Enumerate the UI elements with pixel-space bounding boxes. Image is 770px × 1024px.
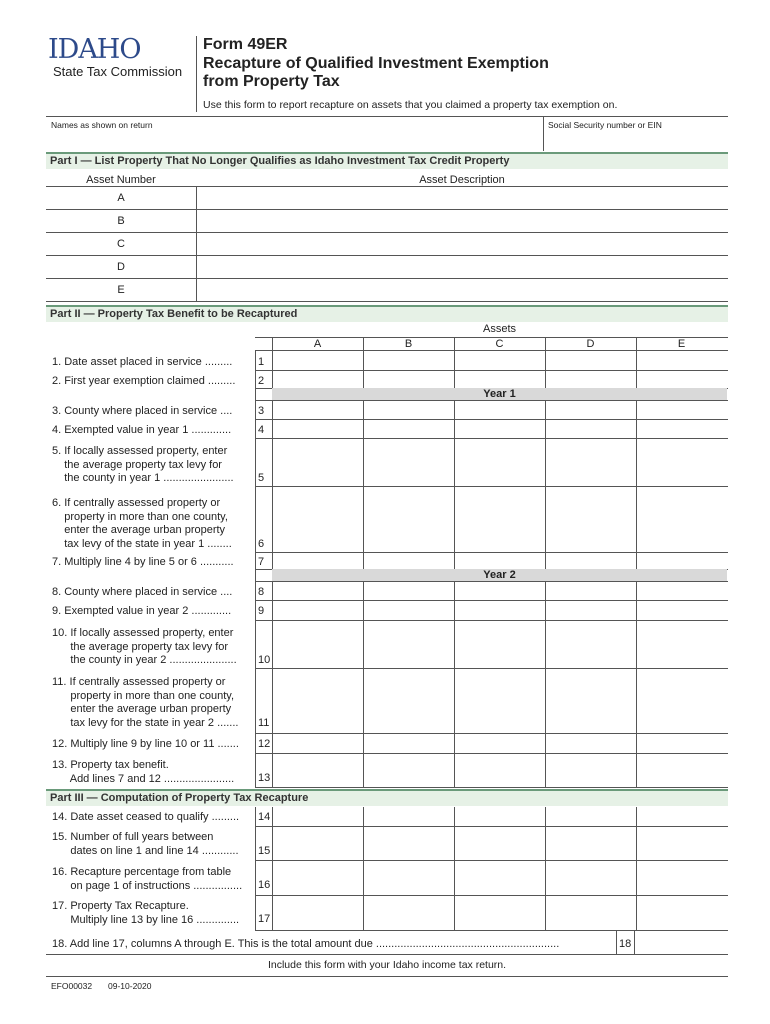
line7-col-b-field[interactable] [364,553,453,568]
asset-row-label: C [117,238,125,250]
line10-col-b-field[interactable] [364,621,453,667]
column-header-b: B [404,338,413,350]
part1-col-divider [196,186,197,301]
part1-rule [46,301,728,302]
line8-col-c-field[interactable] [455,582,544,599]
line8-col-e-field[interactable] [637,582,726,599]
line1-col-b-field[interactable] [364,351,453,369]
line17-col-b-field[interactable] [364,896,453,929]
line3-label: 3. County where placed in service .... [52,405,233,417]
footer-rule [46,976,728,977]
line10-col-e-field[interactable] [637,621,726,667]
line6-col-c-field[interactable] [455,487,544,551]
line-number: 3 [258,405,265,417]
line12-col-b-field[interactable] [364,734,453,752]
line14-col-a-field[interactable] [273,808,362,825]
line7-col-e-field[interactable] [637,553,726,568]
line17-col-c-field[interactable] [455,896,544,929]
line2-col-e-field[interactable] [637,371,726,387]
line11-col-a-field[interactable] [273,669,362,732]
line14-col-b-field[interactable] [364,808,453,825]
line5-col-b-field[interactable] [364,439,453,485]
line13-col-d-field[interactable] [546,754,635,786]
line-number: 2 [258,375,265,387]
form-instructions: Use this form to report recapture on assets that you claimed a property tax exemption on. [203,99,618,111]
line4-col-b-field[interactable] [364,420,453,437]
line11-label: 11. If centrally assessed property or property in more than one county, enter the average urban property tax levy for the state in year 2 ....... [52,676,239,729]
line-number: 15 [258,845,271,857]
line9-col-b-field[interactable] [364,601,453,619]
line-number: 8 [258,586,265,598]
p3-rule [255,930,728,931]
line7-col-d-field[interactable] [546,553,635,568]
form-title-line1: Recapture of Qualified Investment Exemption [203,55,549,72]
line4-label: 4. Exempted value in year 1 ............. [52,424,232,436]
line15-col-d-field[interactable] [546,827,635,859]
line13-label: 13. Property tax benefit. Add lines 7 and 12 ....................... [52,759,235,785]
line16-col-e-field[interactable] [637,861,726,894]
line4-col-d-field[interactable] [546,420,635,437]
line9-col-c-field[interactable] [455,601,544,619]
logo-subtitle: State Tax Commission [53,64,183,79]
line15-col-b-field[interactable] [364,827,453,859]
asset-number-header: Asset Number [86,174,156,186]
line6-col-e-field[interactable] [637,487,726,551]
line5-col-e-field[interactable] [637,439,726,485]
line7-col-a-field[interactable] [273,553,362,568]
line-number: 7 [258,556,265,568]
line6-col-d-field[interactable] [546,487,635,551]
part1-rule [46,278,728,279]
line10-col-d-field[interactable] [546,621,635,667]
names-label: Names as shown on return [51,120,153,130]
year2-bar: Year 2 [272,569,727,581]
part2-header: Part II — Property Tax Benefit to be Recaptured [46,305,728,322]
column-header-e: E [677,338,686,350]
line8-col-d-field[interactable] [546,582,635,599]
line18-bottom-rule [46,954,728,955]
part1-rule [46,186,728,187]
line13-col-e-field[interactable] [637,754,726,786]
assets-header: Assets [482,323,516,335]
line9-label: 9. Exempted value in year 2 ............. [52,605,232,617]
line15-col-e-field[interactable] [637,827,726,859]
line11-col-e-field[interactable] [637,669,726,732]
line3-col-c-field[interactable] [455,401,544,418]
line8-label: 8. County where placed in service .... [52,586,233,598]
line-number: 18 [619,938,632,950]
line16-col-c-field[interactable] [455,861,544,894]
line5-col-a-field[interactable] [273,439,362,485]
line-number: 14 [258,811,271,823]
line10-label: 10. If locally assessed property, enter the average property tax levy for the county in year 2 ...................... [52,627,237,666]
part1-rule [46,209,728,210]
form-title [203,55,623,91]
ssn-label: Social Security number or EIN [548,120,662,130]
line12-label: 12. Multiply line 9 by line 10 or 11 ....... [52,738,239,750]
column-header-a: A [313,338,322,350]
line-number: 4 [258,424,265,436]
asset-description-field-a[interactable] [198,188,726,208]
line3-col-b-field[interactable] [364,401,453,418]
idaho-logo [48,36,193,86]
p2-rule [255,787,728,788]
line13-col-c-field[interactable] [455,754,544,786]
line9-col-a-field[interactable] [273,601,362,619]
line15-col-c-field[interactable] [455,827,544,859]
names-field[interactable] [48,132,542,150]
line-number: 10 [258,654,271,666]
asset-row-label: A [117,192,125,204]
ssn-field[interactable] [545,132,727,150]
line2-label: 2. First year exemption claimed ......... [52,375,236,387]
line-number: 1 [258,356,265,368]
line1-label: 1. Date asset placed in service ......... [52,356,233,368]
title-divider [196,36,197,112]
line8-col-b-field[interactable] [364,582,453,599]
line16-col-a-field[interactable] [273,861,362,894]
line4-col-a-field[interactable] [273,420,362,437]
line18-num-left [616,930,617,954]
line14-col-e-field[interactable] [637,808,726,825]
line12-col-a-field[interactable] [273,734,362,752]
asset-description-field-b[interactable] [198,211,726,231]
line18-label: 18. Add line 17, columns A through E. This is the total amount due ............................................................ [52,938,560,950]
line17-label: 17. Property Tax Recapture. Multiply line 13 by line 16 .............. [52,900,240,926]
year1-bar: Year 1 [272,388,727,400]
line18-field-left [634,930,635,954]
line11-col-c-field[interactable] [455,669,544,732]
asset-row-label: D [117,261,125,273]
line3-col-d-field[interactable] [546,401,635,418]
line15-label: 15. Number of full years between dates on line 1 and line 14 ............ [52,831,239,857]
line6-col-a-field[interactable] [273,487,362,551]
line5-col-d-field[interactable] [546,439,635,485]
line1-col-e-field[interactable] [637,351,726,369]
line-number: 9 [258,605,265,617]
column-header-d: D [586,338,595,350]
asset-description-field-e[interactable] [198,280,726,300]
line4-col-c-field[interactable] [455,420,544,437]
line14-col-c-field[interactable] [455,808,544,825]
line1-col-c-field[interactable] [455,351,544,369]
line-number: 6 [258,538,265,550]
names-top-rule [46,116,728,117]
line3-col-e-field[interactable] [637,401,726,418]
part1-rule [46,255,728,256]
line8-col-a-field[interactable] [273,582,362,599]
include-note: Include this form with your Idaho income tax return. [267,959,507,971]
line9-col-e-field[interactable] [637,601,726,619]
line13-col-b-field[interactable] [364,754,453,786]
line2-col-b-field[interactable] [364,371,453,387]
line-number: 5 [258,472,265,484]
form-code: EFO00032 [51,981,93,991]
line11-col-d-field[interactable] [546,669,635,732]
line10-col-a-field[interactable] [273,621,362,667]
line1-col-d-field[interactable] [546,351,635,369]
line-number: 16 [258,879,271,891]
line1-col-a-field[interactable] [273,351,362,369]
line5-label: 5. If locally assessed property, enter the average property tax levy for the county in year 1 ....................... [52,445,234,484]
line16-col-d-field[interactable] [546,861,635,894]
line-number: 17 [258,913,271,925]
part1-header: Part I — List Property That No Longer Qualifies as Idaho Investment Tax Credit Property [46,152,728,169]
logo-wordmark: IDAHO [48,34,141,65]
line15-col-a-field[interactable] [273,827,362,859]
ssn-divider [543,116,544,151]
line16-label: 16. Recapture percentage from table on page 1 of instructions ................ [52,866,243,892]
part3-header: Part III — Computation of Property Tax Recapture [46,789,728,806]
line6-col-b-field[interactable] [364,487,453,551]
form-title-line2: from Property Tax [203,73,340,90]
asset-description-field-d[interactable] [198,257,726,277]
line14-label: 14. Date asset ceased to qualify ......... [52,811,240,823]
line9-col-d-field[interactable] [546,601,635,619]
asset-row-label: B [117,215,125,227]
line2-col-c-field[interactable] [455,371,544,387]
line2-col-d-field[interactable] [546,371,635,387]
form-number: Form 49ER [203,36,288,53]
line17-col-e-field[interactable] [637,896,726,929]
line10-col-c-field[interactable] [455,621,544,667]
line5-col-c-field[interactable] [455,439,544,485]
line2-col-a-field[interactable] [273,371,362,387]
line16-col-b-field[interactable] [364,861,453,894]
line4-col-e-field[interactable] [637,420,726,437]
asset-description-field-c[interactable] [198,234,726,254]
line13-col-a-field[interactable] [273,754,362,786]
asset-row-label: E [117,284,125,296]
line11-col-b-field[interactable] [364,669,453,732]
line12-col-d-field[interactable] [546,734,635,752]
line7-label: 7. Multiply line 4 by line 5 or 6 ........... [52,556,234,568]
asset-description-header: Asset Description [419,174,505,186]
line-number: 13 [258,772,271,784]
line14-col-d-field[interactable] [546,808,635,825]
line-number: 11 [258,717,270,729]
line17-col-d-field[interactable] [546,896,635,929]
line3-col-a-field[interactable] [273,401,362,418]
form-date: 09-10-2020 [108,981,152,991]
line12-col-c-field[interactable] [455,734,544,752]
line6-label: 6. If centrally assessed property or property in more than one county, enter the average urban property tax levy of the state in year 1 ........ [52,497,232,550]
line17-col-a-field[interactable] [273,896,362,929]
part1-rule [46,232,728,233]
line18-total-field[interactable] [636,932,727,953]
line-number: 12 [258,738,271,750]
column-header-c: C [495,338,504,350]
line12-col-e-field[interactable] [637,734,726,752]
line7-col-c-field[interactable] [455,553,544,568]
